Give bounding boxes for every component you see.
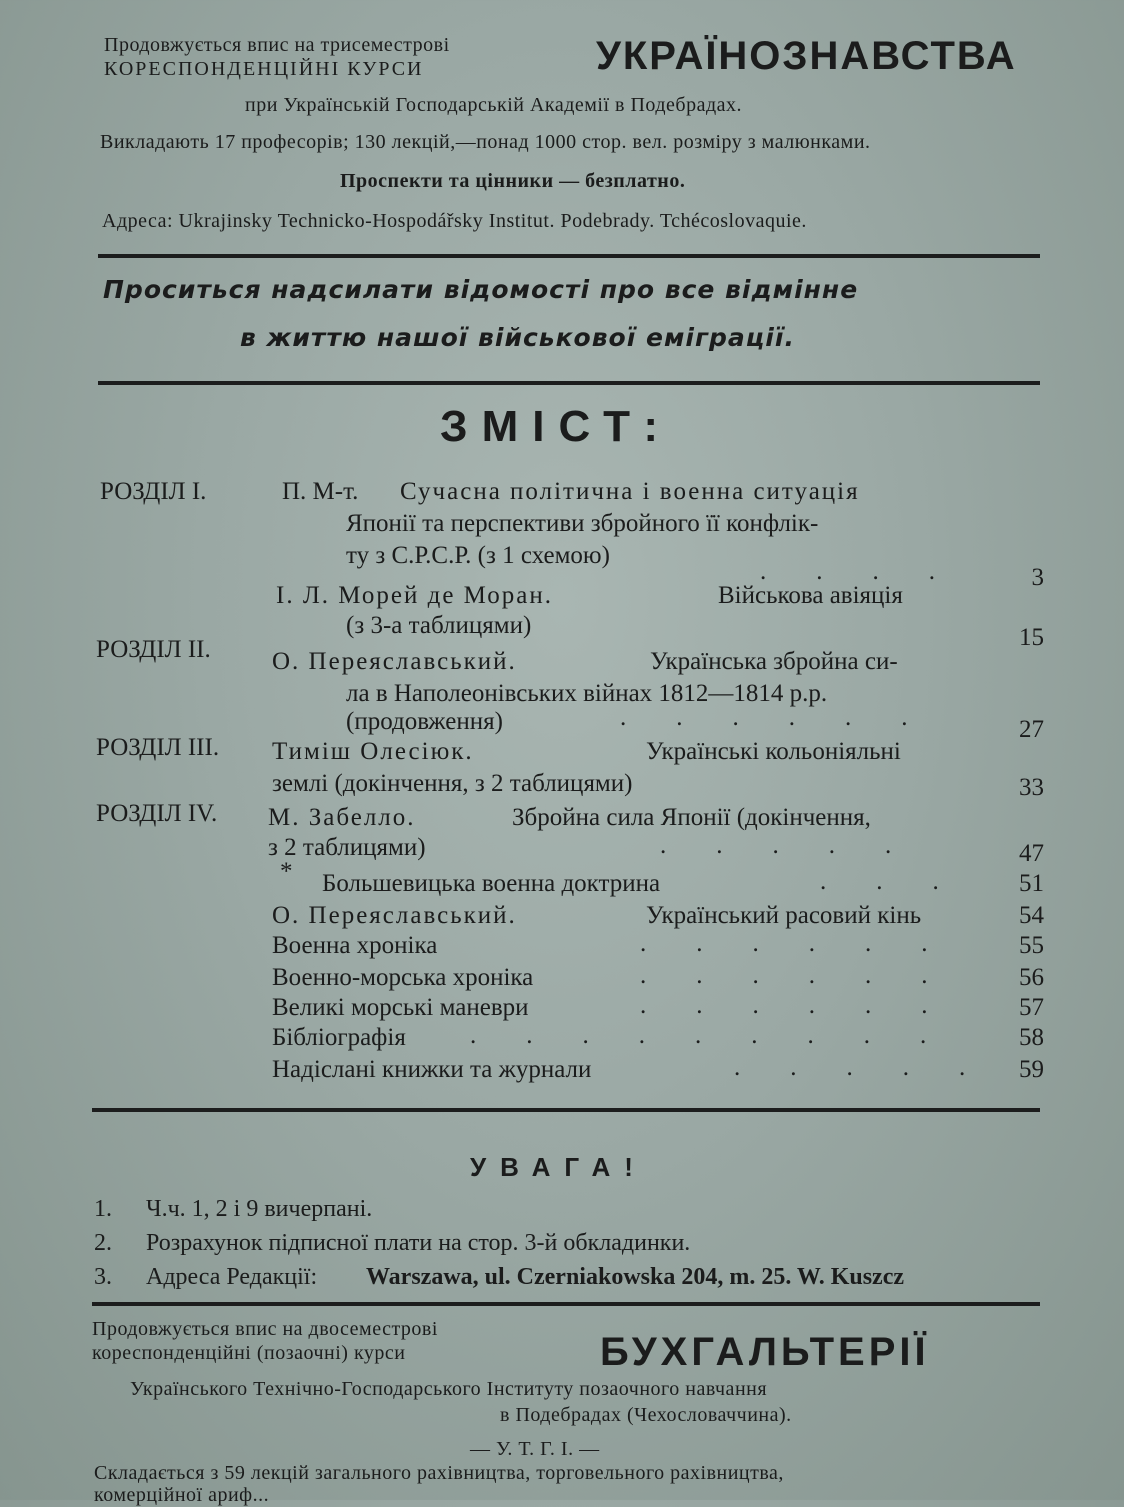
divider <box>98 254 1040 258</box>
list-number: 2. <box>94 1230 112 1256</box>
toc-page-number: 54 <box>1019 902 1044 929</box>
bottom-ad-line-1: Продовжується впис на двосеместрові <box>92 1318 438 1340</box>
attention-heading: УВАГА! <box>470 1152 647 1182</box>
toc-title-line: ла в Наполеонівських війнах 1812—1814 р.р. <box>346 680 828 707</box>
toc-title-line: Военна хроніка <box>272 932 438 959</box>
toc-author: М. Забелло. <box>268 804 416 831</box>
toc-page-number: 15 <box>1019 624 1044 651</box>
leader-dots: . . . . . . <box>620 704 908 731</box>
toc-page-number: 3 <box>1031 564 1044 591</box>
leader-dots: . . . . . . . . . <box>470 1022 927 1049</box>
toc-page-number: 47 <box>1019 840 1044 867</box>
toc-page-number: 55 <box>1019 932 1044 959</box>
toc-title-line: Большевицька военна доктрина <box>322 870 661 897</box>
toc-author: О. Переяславський. <box>272 648 517 675</box>
bottom-ad-line-6: Складається з 59 лекцій загального рахівництва, торговельного рахівництва, <box>94 1462 784 1484</box>
toc-title-line: Надіслані книжки та журнали <box>272 1056 592 1083</box>
toc-author: Тиміш Олесіюк. <box>272 738 474 765</box>
toc-section-label: РОЗДІЛ I. <box>100 478 207 505</box>
leader-dots: . . . . . . <box>640 962 928 989</box>
toc-title-line: Український расовий кінь <box>646 902 922 929</box>
top-ad-line-2: КОРЕСПОНДЕНЦІЙНІ КУРСИ <box>104 58 424 80</box>
toc-author: О. Переяславський. <box>272 902 517 929</box>
toc-title-line: Великі морські маневри <box>272 994 529 1021</box>
asterisk-mark: * <box>280 858 293 885</box>
top-ad-line-5: Проспекти та цінники — безплатно. <box>340 170 686 192</box>
leader-dots: . . . . . . <box>640 930 928 957</box>
leader-dots: . . . . . <box>734 1054 966 1081</box>
toc-title-line: Українські кольоніяльні <box>646 738 901 765</box>
editorial-address: Warszawa, ul. Czerniakowska 204, m. 25. W. Kuszcz <box>366 1264 905 1290</box>
leader-dots: . . . . . . <box>640 992 928 1019</box>
bottom-ad-line-2: кореспонденційні (позаочні) курси <box>92 1342 406 1364</box>
bottom-ad-title: БУХГАЛЬТЕРІЇ <box>600 1330 930 1374</box>
toc-title-line: Военно-морська хроніка <box>272 964 534 991</box>
toc-page-number: 59 <box>1019 1056 1044 1083</box>
leader-dots: . . . . . <box>660 832 892 859</box>
toc-title-line: Японії та перспективи збройного її конфлік- <box>346 510 819 537</box>
top-ad-line-6: Адреса: Ukrajinsky Technicko-Hospodářsky Institut. Podebrady. Tchécoslovaquie. <box>102 210 807 232</box>
list-item: Ч.ч. 1, 2 і 9 вичерпані. <box>146 1196 373 1222</box>
toc-title-line: Бібліографія <box>272 1024 406 1051</box>
bottom-ad-line-7: комерційної ариф... <box>94 1484 270 1506</box>
toc-title-line: землі (докінчення, з 2 таблицями) <box>272 770 633 797</box>
toc-section-label: РОЗДІЛ IV. <box>96 800 218 827</box>
list-number: 3. <box>94 1264 112 1290</box>
toc-page-number: 27 <box>1019 716 1044 743</box>
toc-heading: ЗМІСТ: <box>440 402 673 451</box>
list-item: Розрахунок підписної плати на стор. 3-й обкладинки. <box>146 1230 691 1256</box>
list-item: Адреса Редакції: <box>146 1264 318 1290</box>
toc-section-label: РОЗДІЛ III. <box>96 734 220 761</box>
leader-dots: . . . . <box>760 558 935 585</box>
toc-title-line: Збройна сила Японії (докінчення, <box>512 804 871 831</box>
toc-page-number: 51 <box>1019 870 1044 897</box>
bottom-ad-line-3: Українського Технічно-Господарського Інституту позаочного навчання <box>130 1378 768 1400</box>
toc-page-number: 56 <box>1019 964 1044 991</box>
toc-author: П. М-т. <box>282 478 359 505</box>
leader-dots: . . . <box>820 868 939 895</box>
top-ad-line-4: Викладають 17 професорів; 130 лекцій,—понад 1000 стор. вел. розміру з малюнками. <box>100 131 871 153</box>
bottom-ad-line-5: — У. Т. Г. І. — <box>470 1438 600 1460</box>
toc-author: І. Л. Морей де Моран. <box>276 582 554 609</box>
toc-page-number: 33 <box>1019 774 1044 801</box>
notice-line-2: в життю нашої військової еміграції. <box>240 323 795 352</box>
toc-title-line: Військова авіяція <box>718 582 903 609</box>
toc-page-number: 58 <box>1019 1024 1044 1051</box>
toc-title-line: (з 3-а таблицями) <box>346 612 532 639</box>
toc-section-label: РОЗДІЛ II. <box>96 636 211 663</box>
toc-title-line: з 2 таблицями) <box>268 834 426 861</box>
toc-title-line: Українська збройна си- <box>650 648 898 675</box>
toc-title-line: ту з С.Р.С.Р. (з 1 схемою) <box>346 542 610 569</box>
top-ad-title: УКРАЇНОЗНАВСТВА <box>596 34 1017 78</box>
list-number: 1. <box>94 1196 112 1222</box>
notice-line-1: Проситься надсилати відомості про все відмінне <box>103 275 859 304</box>
toc-title-line: (продовження) <box>346 708 503 735</box>
divider <box>92 1302 1040 1306</box>
toc-page-number: 57 <box>1019 994 1044 1021</box>
bottom-ad-line-4: в Подебрадах (Чехословаччина). <box>500 1404 792 1426</box>
toc-title-line: Сучасна політична і военна ситуація <box>400 478 860 505</box>
top-ad-line-3: при Українській Господарській Академії в Подебрадах. <box>245 94 742 116</box>
top-ad-line-1: Продовжується впис на трисеместрові <box>104 34 450 56</box>
divider <box>92 1108 1040 1112</box>
divider <box>98 381 1040 385</box>
